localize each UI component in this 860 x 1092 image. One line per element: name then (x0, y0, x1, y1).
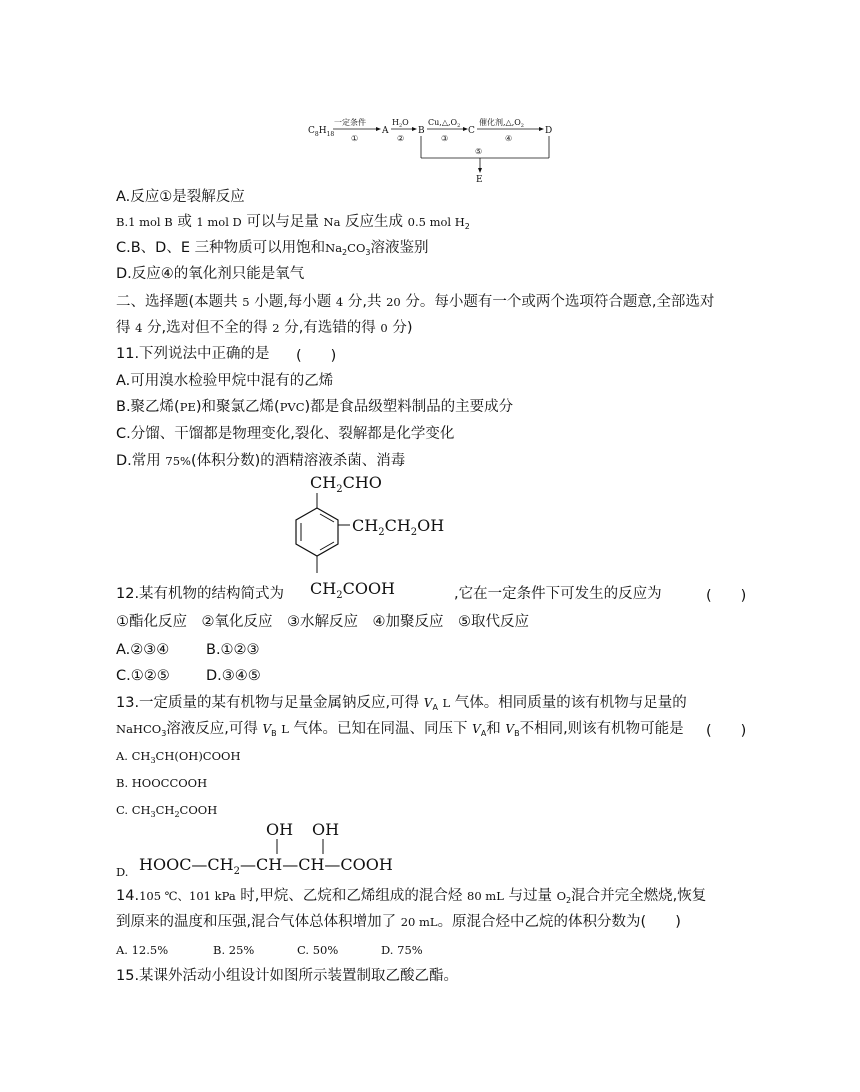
scheme-D: D (545, 126, 553, 136)
q13-stem-line2: NaHCO$_3$溶液反应,可得 $V_B$ L 气体。已知在同温、同压下 $V_A$和 $V_B$不相同,则该有机物可能是 (116, 721, 684, 738)
q13-option-d-structure (136, 818, 436, 878)
q11-option-a: A.可用溴水检验甲烷中混有的乙烯 (116, 373, 334, 389)
q13-stem-line1: 13.一定质量的某有机物与足量金属钠反应,可得 $V_A$ L 气体。相同质量的该有机物与足量的 (116, 695, 687, 712)
q12-option-c: C.①②⑤ (116, 668, 170, 684)
q11-stem: 11.下列说法中正确的是 (116, 346, 270, 362)
q12-option-b: B.①②③ (206, 642, 260, 658)
q14-stem-line2: 到原来的温度和压强,混合气体总体积增加了 20 mL。原混合烃中乙烷的体积分数为( ) (116, 914, 681, 930)
q15-stem: 15.某课外活动小组设计如图所示装置制取乙酸乙酯。 (116, 968, 459, 984)
q11-option-b: B.聚乙烯(PE)和聚氯乙烯(PVC)都是食品级塑料制品的主要成分 (116, 399, 514, 415)
q12-answer-paren: ( ) (706, 588, 747, 604)
arrow1-condition: 一定条件 (334, 118, 366, 127)
arrow2-number: ② (397, 134, 405, 143)
q12-substituent-side: $CH_2CH_2OH$ (352, 516, 445, 538)
q10-option-d: D.反应④的氧化剂只能是氧气 (116, 266, 305, 282)
q14-option-a: A. 12.5% (116, 943, 169, 957)
arrow3-condition: $Cu,\triangle,O_2$ (428, 118, 461, 129)
arrow5-number: ⑤ (475, 147, 483, 156)
q13-d-oh-2: OH (312, 820, 340, 839)
arrow3-number: ③ (441, 134, 449, 143)
section2-line2: 得 4 分,选对但不全的得 2 分,有选错的得 0 分) (116, 320, 413, 336)
q12-stem-part2: ,它在一定条件下可发生的反应为 (454, 586, 662, 602)
q13-option-b: B. HOOCCOOH (116, 776, 208, 790)
q10-option-c: C.B、D、E 三种物质可以用饱和$Na_2CO_3$溶液鉴别 (116, 240, 429, 257)
q12-option-d: D.③④⑤ (206, 668, 261, 684)
section2-line1: 二、选择题(本题共 5 小题,每小题 4 分,共 20 分。每小题有一个或两个选项符合题意,全部选对 (116, 294, 715, 310)
q11-option-d: D.常用 75%(体积分数)的酒精溶液杀菌、消毒 (116, 453, 406, 469)
q10-option-a: A.反应①是裂解反应 (116, 189, 245, 205)
reaction-scheme (0, 0, 860, 190)
q10-option-b: B.1 mol B 或 1 mol D 可以与足量 Na 反应生成 0.5 mol $H_2$ (116, 214, 470, 231)
q13-answer-paren: ( ) (706, 723, 747, 739)
q13-option-a: A. $CH_3CH(OH)COOH$ (116, 749, 241, 765)
q13-d-oh-1: OH (266, 820, 294, 839)
q14-stem-line1: 14.105 ℃、101 kPa 时,甲烷、乙烷和乙烯组成的混合烃 80 mL 与过量 $O_2$混合并完全燃烧,恢复 (116, 888, 707, 905)
scheme-reactant: $C_8H_{18}$ (308, 126, 335, 138)
q12-reaction-list: ①酯化反应 ②氧化反应 ③水解反应 ④加聚反应 ⑤取代反应 (116, 614, 529, 630)
q13-d-chain: $HOOC—CH_2—CH—CH—COOH$ (139, 855, 393, 877)
arrow4-condition: 催化剂$,\triangle,O_2$ (479, 118, 524, 129)
q12-substituent-bottom: $CH_2COOH$ (310, 579, 396, 601)
q12-option-a: A.②③④ (116, 642, 170, 658)
q13-option-d-label: D. (116, 865, 129, 879)
scheme-E: E (476, 175, 483, 185)
q11-option-c: C.分馏、干馏都是物理变化,裂化、裂解都是化学变化 (116, 426, 455, 442)
q12-substituent-top: $CH_2CHO$ (310, 473, 382, 495)
q14-option-c: C. 50% (297, 943, 339, 957)
scheme-B: B (418, 126, 425, 136)
q13-option-c: C. $CH_3CH_2COOH$ (116, 803, 218, 819)
arrow1-number: ① (351, 134, 359, 143)
arrow2-condition: $H_2O$ (392, 118, 409, 129)
q14-option-d: D. 75% (381, 943, 423, 957)
q11-answer-paren: ( ) (296, 348, 337, 364)
arrow4-number: ④ (505, 134, 513, 143)
q14-option-b: B. 25% (213, 943, 255, 957)
scheme-C: C (468, 126, 475, 136)
q12-stem-part1: 12.某有机物的结构简式为 (116, 586, 285, 602)
scheme-A: A (382, 126, 389, 136)
